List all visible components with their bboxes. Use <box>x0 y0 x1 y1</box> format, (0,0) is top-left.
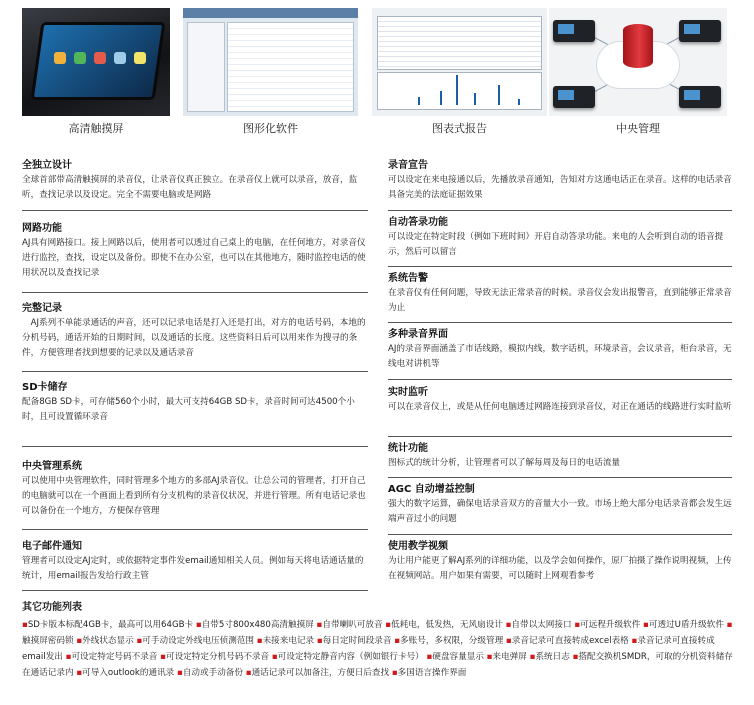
feature-standalone <box>22 159 368 203</box>
bullet-icon: ▪ <box>316 636 323 646</box>
feature-body: 可以使用中央管理软件，同时管理多个地方的多部AJ录音仪。让总公司的管理者，打开自己的电脑就可以在一个画面上看到所有分支机构的录音仪状况，并进行管理。所有电话记录也可以备份在一个地方，方便保存管理 <box>22 476 366 516</box>
feature-list-item: 多账号，多权限，分级管理 <box>400 636 504 646</box>
feature-list-item: 可手动设定外线电压侦测范围 <box>142 636 255 646</box>
bullet-icon: ▪ <box>177 668 183 678</box>
bullet-icon: ▪ <box>505 636 512 646</box>
feature-list-item: 系统日志 <box>535 652 570 662</box>
feature-list-item: 多国语言操作界面 <box>397 668 467 678</box>
feature-interfaces <box>388 328 732 372</box>
feature-list-item: 来电弹屏 <box>492 652 527 662</box>
central-management-diagram <box>549 8 727 116</box>
feature-tutorial-video <box>388 540 732 584</box>
feature-body: AJ系列不单能录通话的声音，还可以记录电话是打入还是打出，对方的电话号码，本地的分机号码，通话开始的日期时间，以及通话的长度。这些资料日后可以用来作为搜寻的条件，方便管理者找到想要的记录以及通话录音 <box>22 318 366 358</box>
feature-body: AJ的录音界面涵盖了市话线路，模拟内线，数字话机，环境录音，会议录音，柜台录音，无线电对讲机等 <box>388 344 732 369</box>
feature-list-item: 通话记录可以加备注，方便日后查找 <box>251 668 390 678</box>
divider <box>22 292 368 293</box>
software-record-list <box>227 22 354 112</box>
feature-body: 图标式的统计分析，让管理者可以了解每周及每日的电话流量 <box>388 458 621 468</box>
bullet-icon: ▪ <box>256 636 263 646</box>
bullet-icon: ▪ <box>76 668 83 678</box>
feature-body: AJ具有网路接口。接上网路以后，使用者可以透过自己桌上的电脑，在任何地方，对录音仪进行监控，查找，设定以及备份。即使不在办公室，也可以在其他地方，随时监控电话的使用状况以及查找记录 <box>22 238 366 278</box>
feature-body: 为让用户能更了解AJ系列的详细功能，以及学会如何操作，原厂拍摄了操作说明视频，上传在视频网站。用户如果有需要，可以随时上网观看参考 <box>388 556 732 581</box>
feature-title: 多种录音界面 <box>388 329 448 340</box>
bullet-icon: ▪ <box>394 636 401 646</box>
bullet-icon: ▪ <box>65 652 72 662</box>
feature-list-item: 可导入outlook的通讯录 <box>82 668 175 678</box>
divider <box>22 371 368 372</box>
bullet-icon: ▪ <box>391 668 398 678</box>
feature-list-item: 自带5寸800x480高清触摸屏 <box>201 620 314 630</box>
feature-body: 可以设定在特定时段（例如下班时间）开启自动答录功能。来电的人会听到自动的语音提示，然后可以留言 <box>388 232 724 257</box>
bullet-icon: ▪ <box>505 620 512 630</box>
app-tile-icon <box>94 52 106 64</box>
feature-list-item: 每日定时间段录音 <box>322 636 392 646</box>
feature-announcement <box>388 159 732 203</box>
report-chart <box>377 72 542 110</box>
feature-body: 全球首部带高清触摸屏的录音仪，让录音仪真正独立。在录音仪上就可以录音，放音，监听，查找记录以及设定。完全不需要电脑或是网路 <box>22 175 358 200</box>
recorder-device-icon <box>553 20 595 42</box>
feature-title: AGC 自动增益控制 <box>388 484 475 495</box>
feature-title: 电子邮件通知 <box>22 541 82 552</box>
feature-title: 自动答录功能 <box>388 217 448 228</box>
feature-statistics <box>388 442 732 471</box>
feature-list-item: 外线状态显示 <box>82 636 134 646</box>
feature-sd-card <box>22 381 368 425</box>
feature-list-item: 触摸屏密码锁 <box>22 636 74 646</box>
divider <box>22 529 368 530</box>
bullet-icon: ▪ <box>316 620 323 630</box>
recorder-device-icon <box>679 20 721 42</box>
feature-list-item: 可设定特定号码不录音 <box>71 652 158 662</box>
bullet-icon: ▪ <box>136 636 143 646</box>
feature-central-mgmt <box>22 460 368 519</box>
feature-network <box>22 222 368 281</box>
feature-body: 可以设定在来电接通以后，先播放录音通知，告知对方这通电话正在录音。这样的电话录音具备完美的法庭证据效果 <box>388 175 732 200</box>
divider <box>388 379 732 380</box>
feature-auto-answer <box>388 216 732 260</box>
feature-list-item: 录音记录可直接转成excel表格 <box>511 636 629 646</box>
divider <box>388 210 732 211</box>
divider <box>388 322 732 323</box>
other-features-title: 其它功能列表 <box>22 602 82 613</box>
divider <box>388 534 732 535</box>
feature-title: 完整记录 <box>22 303 62 314</box>
bullet-icon: ▪ <box>195 620 202 630</box>
window-titlebar <box>183 8 358 18</box>
divider <box>388 477 732 478</box>
feature-title: 统计功能 <box>388 443 428 454</box>
feature-live-monitor <box>388 386 732 415</box>
feature-list-item: 可透过U盾升级软件 <box>648 620 724 630</box>
feature-list-item: 录音记录可直接转成email发出 <box>22 636 715 662</box>
feature-full-record <box>22 302 368 361</box>
app-tile-icon <box>134 52 146 64</box>
feature-body: 在录音仪有任何问题，导致无法正常录音的时候。录音仪会发出报警音，直到能够正常录音为止 <box>388 288 732 313</box>
touchscreen-device-photo <box>22 8 170 116</box>
feature-list-item: 未接来电记录 <box>262 636 315 646</box>
divider <box>22 446 368 447</box>
feature-title: 使用教学视频 <box>388 541 448 552</box>
bullet-icon: ▪ <box>529 652 536 662</box>
app-tile-icon <box>74 52 86 64</box>
gallery-caption: 图表式报告 <box>432 122 487 135</box>
chart-report-screenshot <box>372 8 547 116</box>
feature-alarm <box>388 272 732 316</box>
feature-body: 可以在录音仪上，或是从任何电脑透过网路连接到录音仪，对正在通话的线路进行实时监听 <box>388 402 732 412</box>
feature-body: 管理者可以设定AJ定时，或依据特定事件发email通知相关人员。例如每天将电话通话量的统计，用email报告发给行政主管 <box>22 556 364 581</box>
feature-title: SD卡储存 <box>22 382 68 393</box>
gallery-caption: 图形化软件 <box>243 122 298 135</box>
feature-list-item: 低耗电，低发热，无风扇设计 <box>391 620 503 630</box>
feature-title: 全独立设计 <box>22 160 72 171</box>
app-tile-icon <box>114 52 126 64</box>
feature-list-item: 可设定特定分机号码不录音 <box>165 652 270 662</box>
gallery-caption: 中央管理 <box>616 122 660 135</box>
recorder-device-icon <box>679 86 721 108</box>
feature-list-item: 可远程升级软件 <box>580 620 641 630</box>
bullet-icon: ▪ <box>271 652 278 662</box>
bullet-icon: ▪ <box>385 620 392 630</box>
feature-title: 录音宣告 <box>388 160 428 171</box>
feature-list-item: 搭配交换机SMDR，可取的分机资料储存在通话记录内 <box>22 652 733 678</box>
divider <box>22 210 368 211</box>
bullet-icon: ▪ <box>726 620 733 630</box>
feature-list-item: 可设定特定静音内容（例如银行卡号） <box>277 652 424 662</box>
bullet-icon: ▪ <box>426 652 433 662</box>
bullet-icon: ▪ <box>245 668 252 678</box>
feature-title: 系统告警 <box>388 273 428 284</box>
bullet-icon: ▪ <box>574 620 581 630</box>
feature-list-item: SD卡版本标配4GB卡，最高可以用64GB卡 <box>27 620 194 630</box>
software-screenshot <box>183 8 358 116</box>
report-table <box>377 16 542 70</box>
divider <box>388 436 732 437</box>
feature-email <box>22 540 368 584</box>
bullet-icon: ▪ <box>631 636 638 646</box>
database-icon <box>623 24 653 68</box>
feature-title: 网路功能 <box>22 223 62 234</box>
feature-agc <box>388 483 732 527</box>
divider <box>22 590 368 591</box>
other-features <box>22 601 734 681</box>
other-features-list <box>22 617 734 681</box>
app-tile-icon <box>54 52 66 64</box>
software-sidebar <box>187 22 225 112</box>
gallery-caption: 高清触摸屏 <box>68 122 124 135</box>
feature-list-item: 自带以太网接口 <box>511 620 572 630</box>
feature-list-item: 硬盘容量显示 <box>432 652 484 662</box>
bullet-icon: ▪ <box>160 652 166 662</box>
recorder-device-icon <box>553 86 595 108</box>
feature-title: 实时监听 <box>388 387 428 398</box>
feature-title: 中央管理系统 <box>22 461 82 472</box>
feature-body: 强大的数字运算，确保电话录音双方的音量大小一致。市场上绝大部分电话录音都会发生远端声音过小的问题 <box>388 499 732 524</box>
bullet-icon: ▪ <box>486 652 493 662</box>
feature-list-item: 自带喇叭可放音 <box>322 620 383 630</box>
divider <box>388 266 732 267</box>
feature-body: 配备8GB SD卡，可存储560个小时，最大可支持64GB SD卡，录音时间可达4500个小时，且可设置循环录音 <box>22 397 355 422</box>
bullet-icon: ▪ <box>76 636 83 646</box>
bullet-icon: ▪ <box>643 620 649 630</box>
bullet-icon: ▪ <box>22 620 28 630</box>
feature-list-item: 自动或手动备份 <box>182 668 243 678</box>
bullet-icon: ▪ <box>572 652 579 662</box>
